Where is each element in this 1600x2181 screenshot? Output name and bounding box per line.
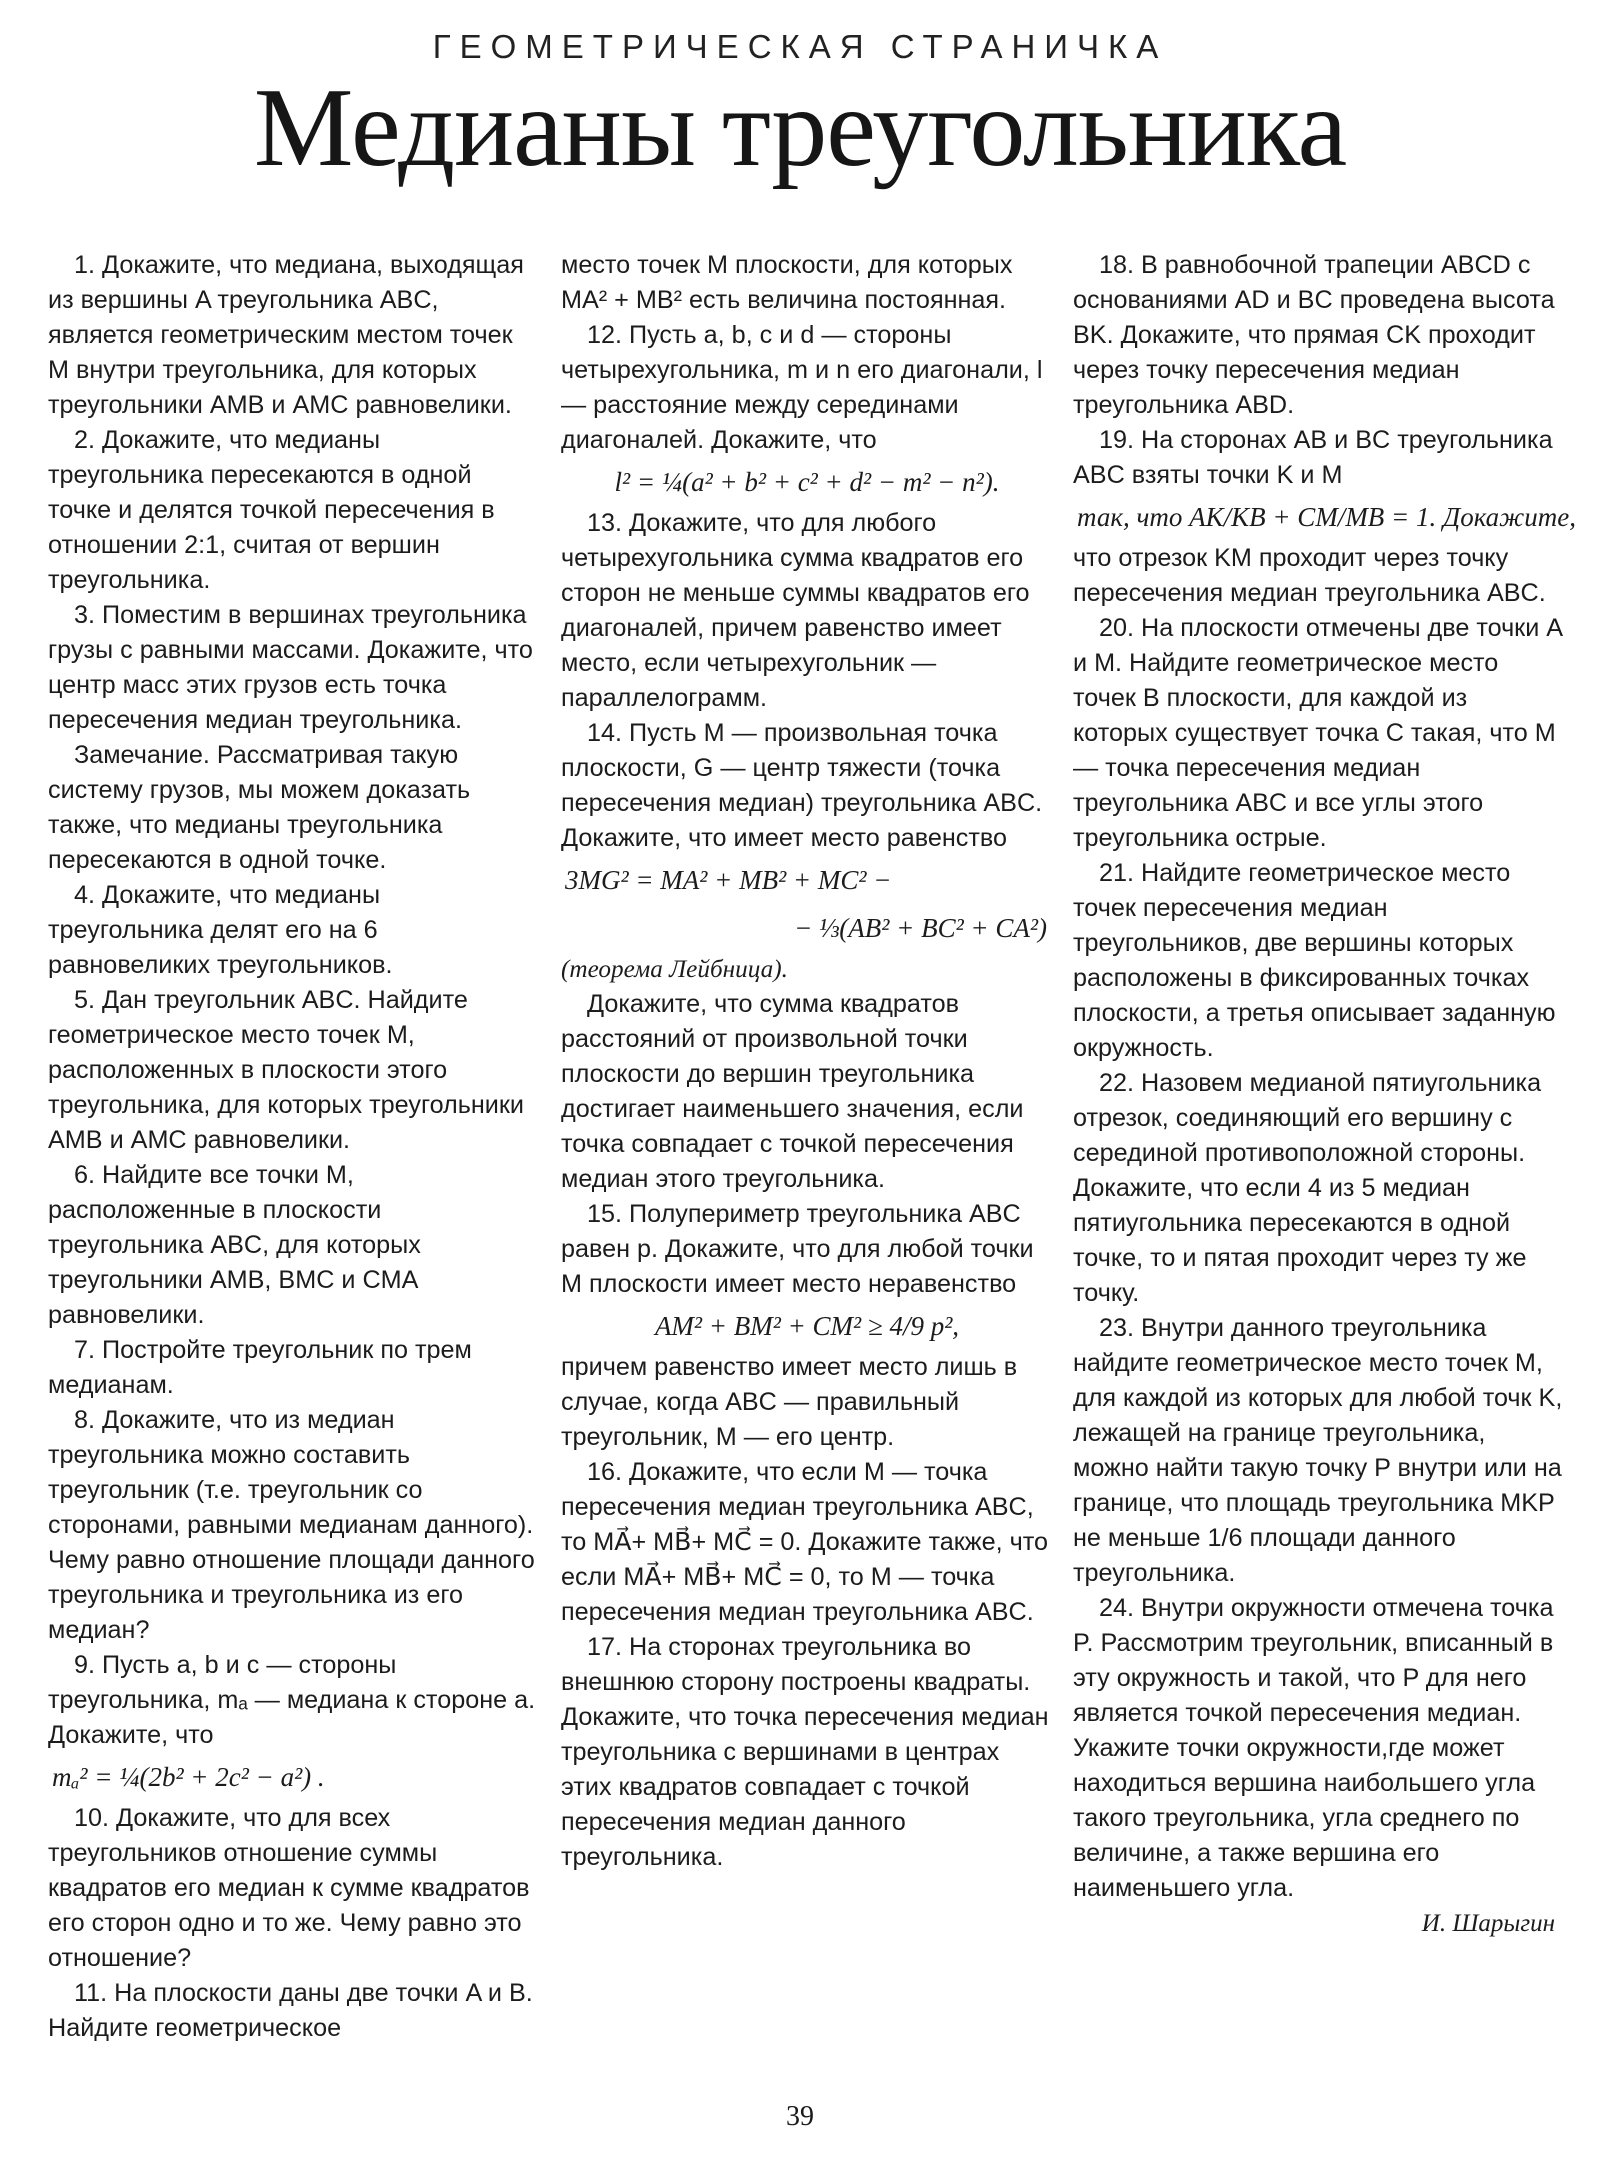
formula-ratio: так, что AK/KB + CM/MB = 1. Докажите, (1077, 502, 1576, 532)
problem-16: 16. Докажите, что если M — точка пересечения медиан треугольника ABC, то MA⃗+ MB⃗+ MC⃗ = 0. Докажите также, что если MA⃗+ MB⃗+ MC⃗ = 0, то M — точка пересечения медиан треугольника ABC. (561, 1458, 1049, 1626)
problem-22: 22. Назовем медианой пятиугольника отрезок, соединяющий его вершину с серединой противоположной стороны. Докажите, что если 4 из 5 медиан пятиугольника пересекаются в одной точке, то и пятая проходит через ту же точку. (1073, 1069, 1542, 1307)
problem-11-continued: место точек M плоскости, для которых MA² + MB² есть величина постоянная. (561, 251, 1013, 314)
problem-21: 21. Найдите геометрическое место точек пересечения медиан треугольников, две вершины которых расположены в фиксированных точках плоскости, а третья описывает заданную окружность. (1073, 859, 1556, 1062)
problem-9: 9. Пусть a, b и c — стороны треугольника, mₐ — медиана к стороне a. Докажите, что (48, 1651, 536, 1749)
problem-24: 24. Внутри окружности отмечена точка P. Рассмотрим треугольник, вписанный в эту окружность и такой, что P для него является точкой пересечения медиан. Укажите точки окружности,где может находиться вершина наибольшего угла такого треугольника, угла среднего по величине, а также вершина его наименьшего угла. (1073, 1594, 1554, 1902)
problem-17: 17. На сторонах треугольника во внешнюю сторону построены квадраты. Докажите, что точка пересечения медиан треугольника с вершинами в центрах этих квадратов совпадает с точкой пересечения медиан данного треугольника. (561, 1633, 1049, 1871)
problem-12: 12. Пусть a, b, c и d — стороны четырехугольника, m и n его диагонали, l — расстояние между серединами диагоналей. Докажите, что (561, 321, 1043, 454)
problem-19: 19. На сторонах AB и BC треугольника ABC взяты точки K и M (1073, 426, 1553, 489)
problem-15-continued: причем равенство имеет место лишь в случае, когда ABC — правильный треугольник, M — его центр. (561, 1353, 1018, 1451)
leibniz-theorem-note: (теорема Лейбница). (561, 956, 788, 983)
formula-leibniz-line-2: − ⅓(AB² + BC² + CA²) (794, 913, 1047, 943)
page-number: 39 (786, 2101, 814, 2132)
remark-text: Рассматривая такую систему грузов, мы можем доказать также, что медианы треугольника пересекаются в одной точке. (48, 741, 471, 874)
article-title: Медианы треугольника (253, 66, 1347, 190)
problem-14-part-b: Докажите, что сумма квадратов расстояний от произвольной точки плоскости до вершин треугольника достигает наименьшего значения, если точка совпадает с точкой пересечения медиан этого треугольника. (561, 990, 1024, 1193)
problem-10: 10. Докажите, что для всех треугольников отношение суммы квадратов его медиан к сумме квадратов его сторон одно и то же. Чему равно это отношение? (48, 1804, 530, 1972)
problem-7: 7. Постройте треугольник по трем медианам. (48, 1336, 472, 1399)
problem-19-continued: что отрезок KM проходит через точку пересечения медиан треугольника ABC. (1073, 544, 1546, 607)
formula-median-length: mₐ² = ¼(2b² + 2c² − a²) . (52, 1762, 325, 1792)
problem-13: 13. Докажите, что для любого четырехугольника сумма квадратов его сторон не меньше суммы квадратов его диагоналей, причем равенство имеет место, если четырехугольник — параллелограмм. (561, 509, 1030, 712)
remark (48, 738, 540, 878)
text-column-3 (1073, 248, 1576, 1942)
problem-8: 8. Докажите, что из медиан треугольника можно составить треугольник (т.е. треугольник со сторонами, равными медианам данного). Чему равно отношение площади данного треугольника и треугольника из его медиан? (48, 1406, 535, 1644)
problem-15: 15. Полупериметр треугольника ABC равен p. Докажите, что для любой точки M плоскости имеет место неравенство (561, 1200, 1034, 1298)
problem-6: 6. Найдите все точки M, расположенные в плоскости треугольника ABC, для которых треугольники AMB, BMC и CMA равновелики. (48, 1161, 421, 1329)
formula-inequality: AM² + BM² + CM² ≥ 4/9 p², (654, 1311, 960, 1341)
author-signature: И. Шарыгин (1421, 1910, 1555, 1937)
problem-2: 2. Докажите, что медианы треугольника пересекаются в одной точке и делятся точкой пересечения в отношении 2:1, считая от вершин треугольника. (48, 426, 495, 594)
problem-23: 23. Внутри данного треугольника найдите геометрическое место точек M, для каждой из которых для любой точк K, лежащей на границе треугольника, можно найти такую точку P внутри или на границе, что площадь треугольника MKP не меньше 1/6 площади данного треугольника. (1073, 1314, 1563, 1587)
problem-11: 11. На плоскости даны две точки A и B. Найдите геометрическое (48, 1979, 533, 2042)
section-rubric: ГЕОМЕТРИЧЕСКАЯ СТРАНИЧКА (432, 28, 1168, 65)
problem-20: 20. На плоскости отмечены две точки A и M. Найдите геометрическое место точек B плоскости, для каждой из которых существует точка C такая, что M — точка пересечения медиан треугольника ABC и все углы этого треугольника острые. (1073, 614, 1562, 852)
problem-18: 18. В равнобочной трапеции ABCD с основаниями AD и BC проведена высота BK. Докажите, что прямая CK проходит через точку пересечения медиан треугольника ABD. (1073, 251, 1555, 419)
text-column-1 (48, 248, 540, 2046)
formula-quadrilateral: l² = ¼(a² + b² + c² + d² − m² − n²). (614, 467, 1000, 497)
problem-5: 5. Дан треугольник ABC. Найдите геометрическое место точек M, расположенных в плоскости этого треугольника, для которых треугольники AMB и AMC равновелики. (48, 986, 524, 1154)
problem-4: 4. Докажите, что медианы треугольника делят его на 6 равновеликих треугольников. (48, 881, 393, 979)
problem-14: 14. Пусть M — произвольная точка плоскости, G — центр тяжести (точка пересечения медиан) треугольника ABC. Докажите, что имеет место равенство (561, 719, 1043, 852)
formula-leibniz-line-1: 3MG² = MA² + MB² + MC² − (565, 865, 892, 895)
remark-label: Замечание. (74, 741, 210, 769)
problem-3: 3. Поместим в вершинах треугольника грузы с равными массами. Докажите, что центр масс этих грузов есть точка пересечения медиан треугольника. (48, 601, 533, 734)
text-column-2 (561, 248, 1053, 1875)
problem-1: 1. Докажите, что медиана, выходящая из вершины A треугольника ABC, является геометрическим местом точек M внутри треугольника, для которых треугольники AMB и AMC равновелики. (48, 251, 524, 419)
